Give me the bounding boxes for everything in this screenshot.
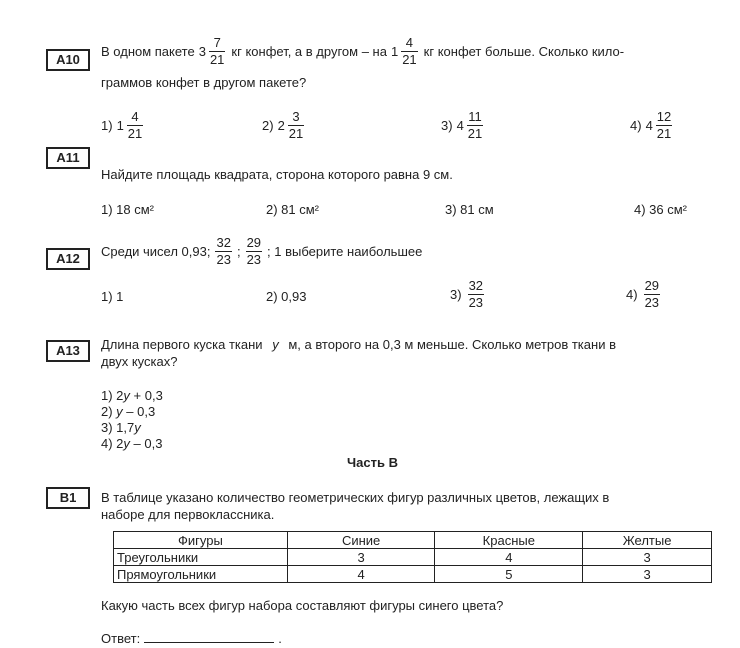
a10-option-2-num: 2) <box>262 118 274 133</box>
a13-variable: y <box>272 337 279 352</box>
a10-option-2-whole: 2 <box>277 118 285 133</box>
a10-option-4-denominator: 21 <box>656 126 672 141</box>
a13-option-2-pre: 2) <box>101 404 117 419</box>
a10-m1-whole: 3 <box>198 43 206 59</box>
a10-option-1-denominator: 21 <box>127 126 143 141</box>
a12-option-3-numerator: 32 <box>468 278 484 293</box>
a10-m2-num: 4 <box>401 36 417 52</box>
a12-option-3-denominator: 23 <box>468 295 484 310</box>
a13-option-1-pre: 1) 2 <box>101 388 124 403</box>
a13-option-3-pre: 3) 1,7 <box>101 420 135 435</box>
a10-option-2-numerator: 3 <box>288 110 304 126</box>
a10-option-4-fraction <box>656 110 672 141</box>
table-row <box>114 566 712 583</box>
a10-option-4-numerator: 12 <box>656 109 672 124</box>
a10-text-3: кг конфет больше. Сколько кило- <box>423 43 625 59</box>
a10-question-line2: граммов конфет в другом пакете? <box>101 75 307 90</box>
answer-field[interactable] <box>144 630 274 643</box>
a13-question-line2: двух кусках? <box>101 354 178 369</box>
a10-option-3-numerator: 11 <box>468 109 482 124</box>
table-header-red: Красные <box>435 532 583 549</box>
a13-option-1-var: y <box>123 388 130 403</box>
a13-text-2: м, а второго на 0,3 м меньше. Сколько метров ткани в <box>288 337 616 352</box>
a10-option-1-whole: 1 <box>116 118 124 133</box>
a13-option-3-var: y <box>134 420 141 435</box>
table-cell: 3 <box>583 549 712 566</box>
a12-option-4[interactable] <box>626 279 662 310</box>
a12-option-3-fraction <box>468 279 484 310</box>
a10-option-1[interactable] <box>101 110 145 141</box>
a11-question: Найдите площадь квадрата, сторона которого равна 9 см. <box>101 167 453 182</box>
a11-option-2[interactable]: 2) 81 см² <box>266 202 320 217</box>
b1-question-line2: наборе для первоклассника. <box>101 507 275 522</box>
a10-option-1-numerator: 4 <box>127 110 143 126</box>
table-header-row <box>114 532 712 549</box>
a10-m2-fraction <box>401 36 417 67</box>
table-cell: 3 <box>287 549 435 566</box>
a13-text-1: Длина первого куска ткани <box>101 337 263 352</box>
b1-question: Какую часть всех фигур набора составляют фигуры синего цвета? <box>101 598 504 613</box>
a10-option-3-value <box>457 110 486 141</box>
a10-option-3[interactable] <box>441 110 485 141</box>
a12-separator: ; <box>236 243 241 259</box>
a12-question <box>101 236 422 267</box>
a10-m1-num: 7 <box>209 36 225 52</box>
table-row <box>114 549 712 566</box>
a11-option-3[interactable]: 3) 81 см <box>445 202 494 217</box>
a12-option-2[interactable]: 2) 0,93 <box>266 289 307 304</box>
a13-option-2[interactable] <box>101 404 155 420</box>
a10-m2-whole: 1 <box>390 43 399 59</box>
a12-fraction-1-den: 23 <box>216 252 231 267</box>
a10-text-1: В одном пакете <box>101 43 195 59</box>
a13-option-4-var: y <box>123 436 130 451</box>
a12-fraction-2-num: 29 <box>246 235 262 250</box>
a10-option-2-fraction <box>288 110 304 141</box>
a12-option-4-fraction <box>644 279 660 310</box>
task-label-a10: A10 <box>46 49 90 71</box>
a10-mixed-1 <box>199 36 228 67</box>
a12-option-3[interactable] <box>450 279 486 310</box>
a10-option-3-denominator: 21 <box>467 126 483 141</box>
a10-option-3-num: 3) <box>441 118 453 133</box>
a12-option-4-numerator: 29 <box>644 278 660 293</box>
a12-option-3-num: 3) <box>450 287 462 302</box>
a13-option-4-pre: 4) 2 <box>101 436 124 451</box>
table-header-figures: Фигуры <box>114 532 288 549</box>
a10-m2-den: 21 <box>402 52 417 67</box>
table-cell: 4 <box>435 549 583 566</box>
a13-question <box>101 337 616 353</box>
a12-fraction-2 <box>246 236 262 267</box>
a12-text-1: Среди чисел 0,93; <box>101 243 211 259</box>
a13-option-1-post: + 0,3 <box>129 388 163 403</box>
a13-option-2-post: – 0,3 <box>122 404 156 419</box>
a12-fraction-2-den: 23 <box>246 252 262 267</box>
a10-option-4-whole: 4 <box>645 118 653 133</box>
a10-question <box>101 36 624 67</box>
answer-label: Ответ: <box>101 631 141 646</box>
table-header-blue: Синие <box>287 532 435 549</box>
answer-end: . <box>278 631 282 646</box>
a10-m1-den: 21 <box>209 52 225 67</box>
table-cell: 3 <box>583 566 712 583</box>
a10-mixed-2 <box>391 36 420 67</box>
a10-option-2-denominator: 21 <box>288 126 304 141</box>
a13-option-4[interactable] <box>101 436 162 452</box>
a10-option-1-fraction <box>127 110 143 141</box>
figures-table <box>113 531 712 583</box>
part-b-title: Часть В <box>347 455 398 470</box>
a10-m1-fraction <box>209 36 225 67</box>
a10-option-2-value <box>278 110 307 141</box>
task-label-a13: A13 <box>46 340 90 362</box>
a13-option-3[interactable] <box>101 420 141 436</box>
a11-option-1[interactable]: 1) 18 см² <box>101 202 155 217</box>
table-header-yellow: Желтые <box>583 532 712 549</box>
task-label-a11: A11 <box>46 147 90 169</box>
table-cell: 4 <box>287 566 435 583</box>
a12-text-2: ; 1 выберите наибольшее <box>267 243 423 259</box>
a10-option-2[interactable] <box>262 110 306 141</box>
task-label-a12: A12 <box>46 248 90 270</box>
a13-option-2-var: y <box>116 404 123 419</box>
table-cell: 5 <box>435 566 583 583</box>
a12-option-4-denominator: 23 <box>644 295 660 310</box>
a13-option-1[interactable] <box>101 388 163 404</box>
a10-option-1-value <box>117 110 146 141</box>
a10-option-4-num: 4) <box>630 118 642 133</box>
a10-option-3-fraction <box>467 110 483 141</box>
a10-option-4-value <box>646 110 675 141</box>
answer-row <box>101 630 282 647</box>
table-cell: Прямоугольники <box>114 566 288 583</box>
table-cell: Треугольники <box>114 549 288 566</box>
a10-option-3-whole: 4 <box>456 118 464 133</box>
a12-fraction-1-num: 32 <box>216 235 231 250</box>
a12-option-1[interactable]: 1) 1 <box>101 289 124 304</box>
a10-option-1-num: 1) <box>101 118 113 133</box>
a10-option-4[interactable] <box>630 110 674 141</box>
a11-option-4[interactable]: 4) 36 см² <box>634 202 688 217</box>
a12-option-4-num: 4) <box>626 287 638 302</box>
a13-option-4-post: – 0,3 <box>129 436 163 451</box>
a10-text-2: кг конфет, а в другом – на <box>231 43 387 59</box>
b1-question-line1: В таблице указано количество геометрических фигур различных цветов, лежащих в <box>101 490 610 505</box>
task-label-b1: B1 <box>46 487 90 509</box>
a12-fraction-1 <box>215 236 231 267</box>
